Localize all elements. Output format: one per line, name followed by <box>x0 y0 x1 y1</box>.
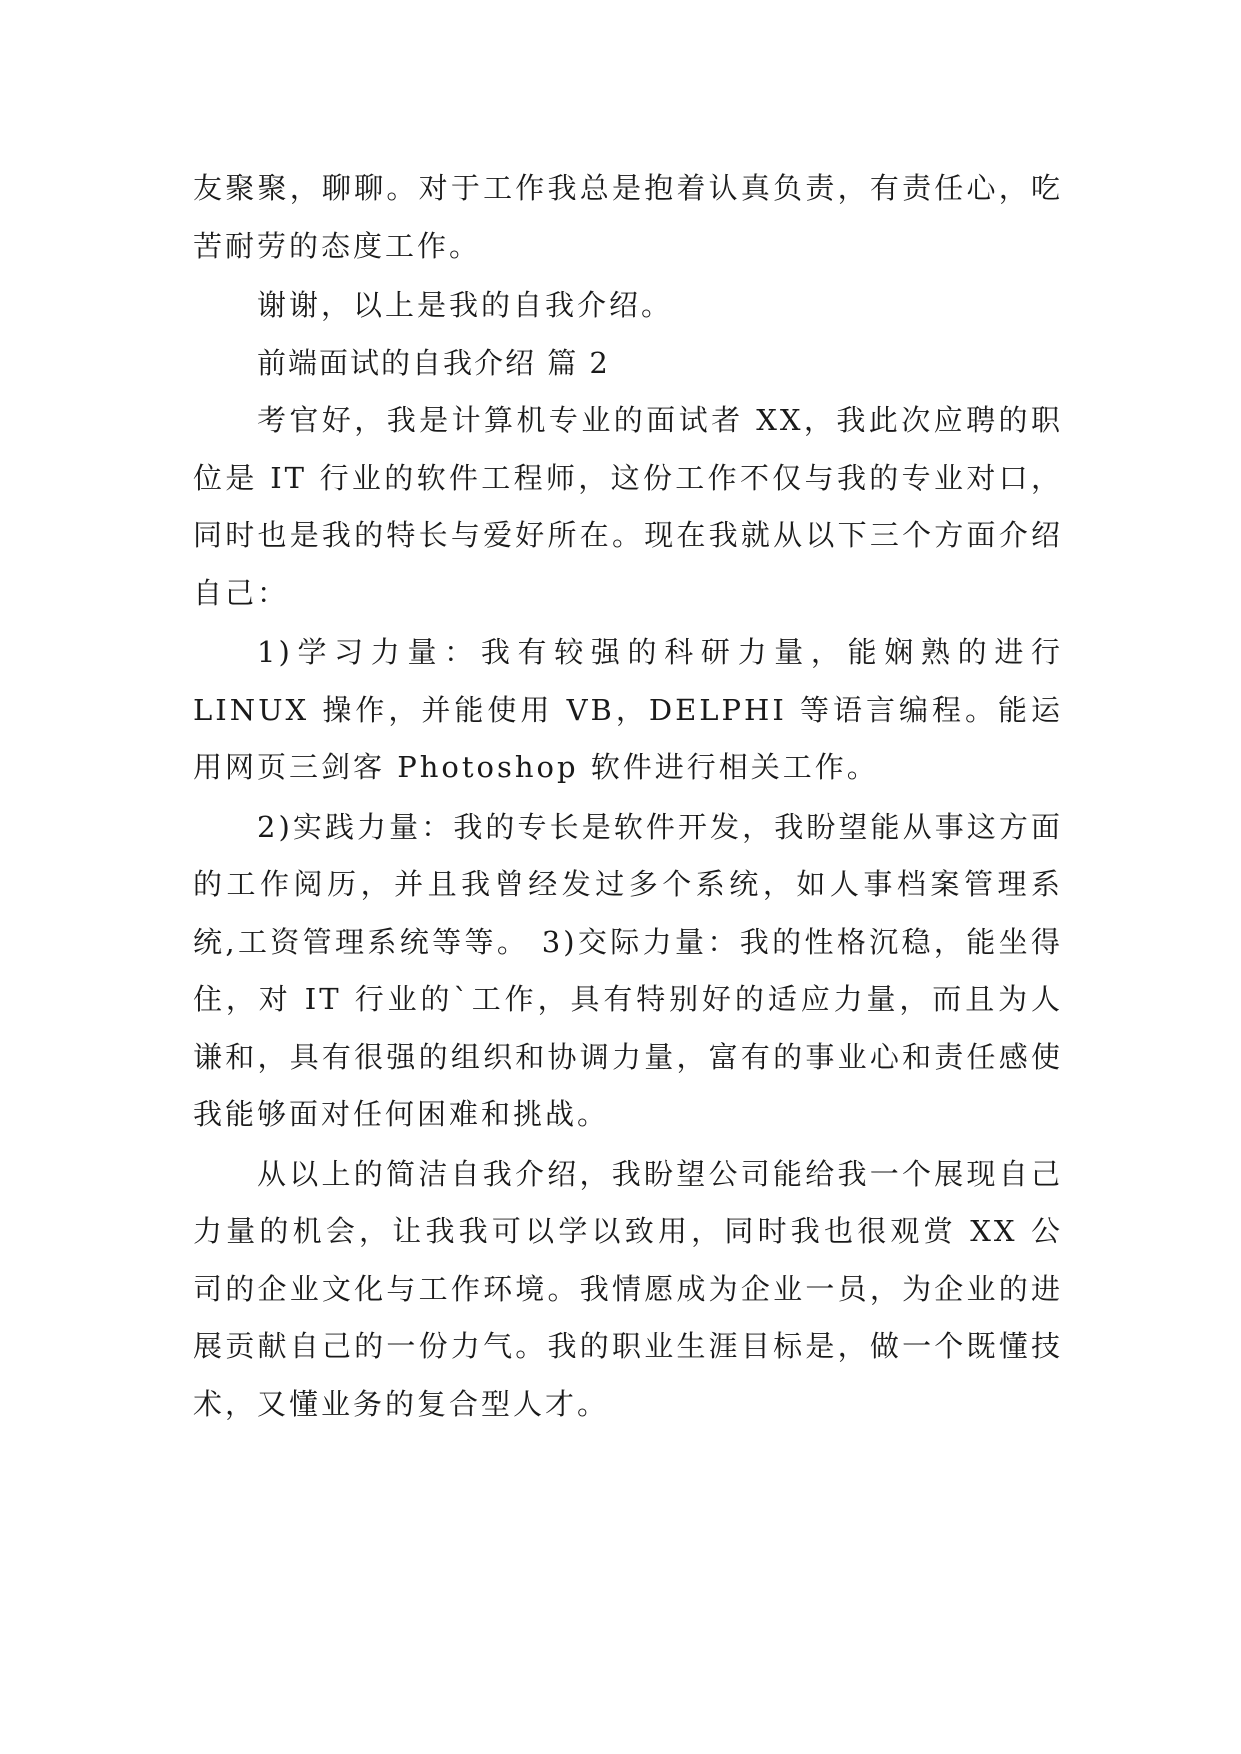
paragraph-continuation: 友聚聚，聊聊。对于工作我总是抱着认真负责，有责任心，吃苦耐劳的态度工作。 <box>193 171 1063 263</box>
paragraph-learning-ability: 1)学习力量：我有较强的科研力量，能娴熟的进行 LINUX 操作，并能使用 VB，DELPHI 等语言编程。能运用网页三剑客 Photoshop 软件进行相关工作。 <box>193 635 1063 784</box>
paragraph-practical-ability: 2)实践力量：我的专长是软件开发，我盼望能从事这方面的工作阅历，并且我曾经发过多个系统，如人事档案管理系统,工资管理系统等等。 3)交际力量：我的性格沉稳，能坐得住，对 IT 行业的`工作，具有特别好的适应力量，而且为人谦和，具有很强的组织和协调力量，富有的事业心和责任感使我能够面对任何困难和挑战。 <box>193 809 1063 1131</box>
section-heading: 前端面试的自我介绍 篇 2 <box>257 345 610 380</box>
paragraph-closing: 谢谢，以上是我的自我介绍。 <box>257 288 674 322</box>
paragraph-intro: 考官好，我是计算机专业的面试者 XX，我此次应聘的职位是 IT 行业的软件工程师，这份工作不仅与我的专业对口，同时也是我的特长与爱好所在。现在我就从以下三个方面介绍自己： <box>193 403 1063 610</box>
paragraph-conclusion: 从以上的简洁自我介绍，我盼望公司能给我一个展现自己力量的机会，让我我可以学以致用，同时我也很观赏 XX 公司的企业文化与工作环境。我情愿成为企业一员，为企业的进展贡献自己的一份力气。我的职业生涯目标是，做一个既懂技术，又懂业务的复合型人才。 <box>193 1156 1063 1421</box>
document-body <box>193 160 1063 1433</box>
